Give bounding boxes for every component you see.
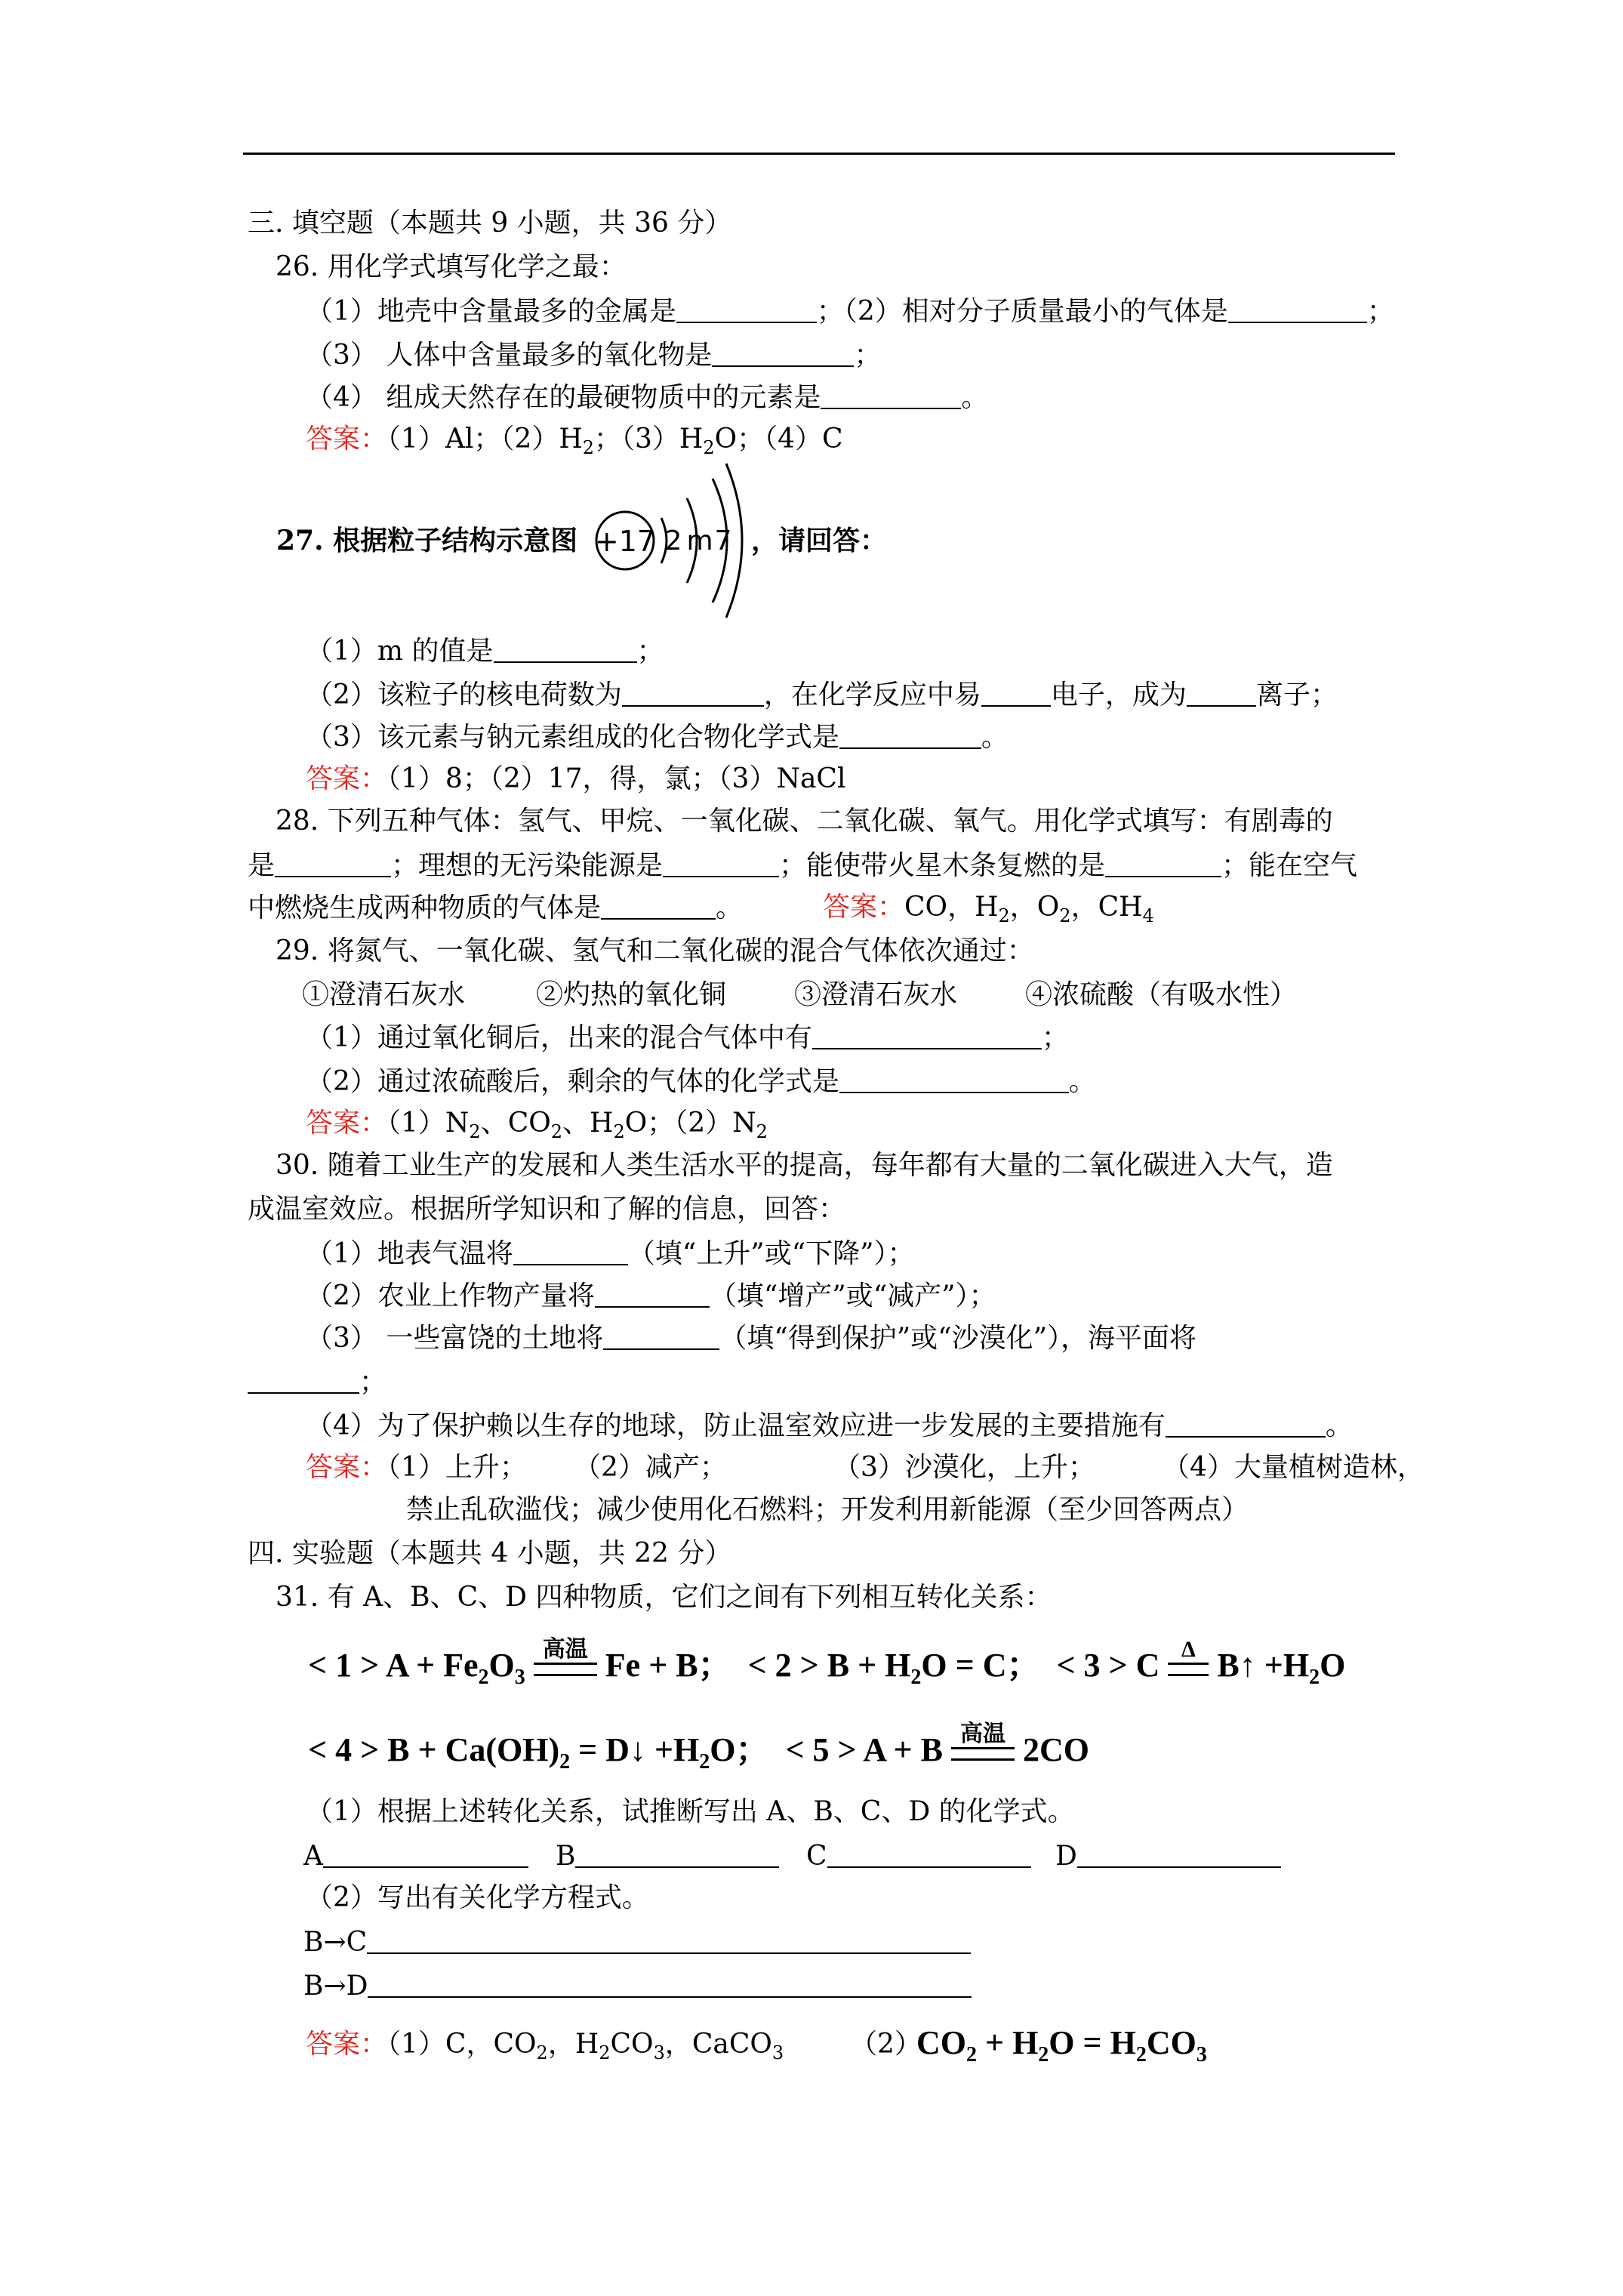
q28-line2: 是 ；理想的无污染能源是 ；能使带火星木条复燃的是 ；能在空气 — [248, 847, 1357, 884]
q31-answer-part2: （2） — [850, 2029, 922, 2060]
q31-answer-line-d: D — [1055, 1838, 1281, 1875]
blank[interactable] — [1166, 1407, 1326, 1438]
particle-structure-diagram — [587, 459, 749, 624]
q26-answer: 答案：（1）Al；$(2)H_2$；$(3)H_2O$；（4）C — [306, 424, 843, 458]
q31-answer-equation: $CO_2 + H_2O = H_2CO_3$ — [916, 2024, 1207, 2066]
q26-line1: （1）地壳中含量最多的金属是 ；（2）相对分子质量最小的气体是 ； — [306, 293, 1394, 330]
blank[interactable] — [275, 847, 391, 877]
blank[interactable] — [595, 1277, 710, 1308]
q29-step1: ①澄清石灰水 — [302, 979, 466, 1010]
q26-line4: （4） 组成天然存在的最硬物质中的元素是 。 — [306, 379, 988, 416]
q31-answer: 答案：（1）C，$CO_2$，$H_2CO_3$，CaCO$_3$ — [306, 2029, 784, 2063]
q29-step3: ③澄清石灰水 — [794, 979, 958, 1010]
q30-part3-cont: ； — [248, 1364, 387, 1401]
blank[interactable] — [676, 293, 817, 323]
blank[interactable] — [1105, 847, 1221, 877]
shell2-label: m — [686, 525, 713, 556]
q30-part3: （3） 一些富饶的土地将 （填“得到保护”或“沙漠化”），海平面将 — [306, 1320, 1196, 1357]
q31-answer-line-a: A — [303, 1838, 528, 1875]
blank[interactable] — [812, 1019, 1042, 1049]
q30-part4: （4）为了保护赖以生存的地球，防止温室效应进一步发展的主要措施有 。 — [306, 1407, 1353, 1444]
q29-line2: （2）通过浓硫酸后，剩余的气体的化学式是 。 — [306, 1063, 1096, 1100]
q31-equation-row2: < $4 > B + Ca(OH)_2$ = D↓ $+H_2O$； < 5 > A + B 高温 2CO — [308, 1721, 1089, 1774]
q31-answer-line-c: C — [806, 1838, 1031, 1875]
q27-answer: 答案：（1）8；（2）17，得，氯；（3）NaCl — [306, 763, 846, 794]
blank[interactable] — [663, 847, 779, 877]
blank[interactable] — [981, 676, 1051, 707]
blank[interactable] — [1187, 676, 1256, 707]
nucleus-label: +17 — [594, 525, 656, 558]
q27-line2: （2）该粒子的核电荷数为 ，在化学反应中易 电子，成为 离子； — [306, 676, 1338, 713]
blank[interactable] — [603, 1320, 719, 1350]
blank[interactable] — [367, 1924, 971, 1954]
blank[interactable] — [839, 1063, 1069, 1093]
blank[interactable] — [622, 676, 764, 707]
blank[interactable] — [494, 633, 637, 663]
blank[interactable] — [323, 1838, 528, 1868]
blank[interactable] — [1077, 1838, 1281, 1868]
q30-part2: （2）农业上作物产量将 （填“增产”或“减产”）； — [306, 1277, 996, 1314]
q30-part1: （1）地表气温将 （填“上升”或“下降”）； — [306, 1235, 915, 1272]
q31-equation-row1: < $1 > A + Fe_2O_3$ 高温 Fe + B； < $2 > B + H_2O = C$； < 3 > C Δ B↑ $+H_2O$ — [308, 1637, 1346, 1689]
blank[interactable] — [248, 1364, 359, 1394]
blank[interactable] — [712, 337, 854, 367]
q26-line3: （3） 人体中含量最多的氧化物是 ； — [306, 337, 881, 374]
q30-answer-4: （4）大量植树造林， — [1163, 1452, 1424, 1483]
q29-line1: （1）通过氧化铜后，出来的混合气体中有 ； — [306, 1019, 1069, 1056]
q30-answer-3: （3）沙漠化，上升； — [833, 1452, 1095, 1483]
q31-bc-line: B→C — [303, 1924, 971, 1961]
q29-step2: ②灼热的氧化铜 — [536, 979, 727, 1010]
q29-answer: 答案：$(1)N_2$、$CO_2$、$H_2O$；$(2)N_2$ — [306, 1108, 768, 1142]
blank[interactable] — [839, 719, 981, 749]
shell1-label: 2 — [664, 525, 682, 556]
blank[interactable] — [827, 1838, 1031, 1868]
q30-line1: 30. 随着工业生产的发展和人类生活水平的提高，每年都有大量的二氧化碳进入大气，造 — [276, 1150, 1333, 1181]
q30-answer-2: （2）减产； — [574, 1452, 727, 1483]
q28-answer: 答案：CO，$H_2$，$O_2$，$CH_4$ — [823, 892, 1154, 926]
q30-answer-5: 禁止乱砍滥伐；减少使用化石燃料；开发利用新能源（至少回答两点） — [406, 1494, 1249, 1525]
section3-title: 三. 填空题（本题共 9 小题，共 36 分） — [248, 208, 732, 239]
blank[interactable] — [575, 1838, 779, 1868]
blank[interactable] — [1228, 293, 1367, 323]
blank[interactable] — [821, 379, 961, 409]
q31-answer-line-b: B — [556, 1838, 779, 1875]
q28-line1: 28. 下列五种气体：氢气、甲烷、一氧化碳、二氧化碳、氧气。用化学式填写：有剧毒的 — [276, 806, 1333, 837]
q26-stem: 26. 用化学式填写化学之最： — [276, 251, 627, 282]
section4-title: 四. 实验题（本题共 4 小题，共 22 分） — [248, 1538, 732, 1569]
shell3-label: 7 — [714, 525, 732, 556]
q27-stem-end: ，请回答： — [751, 525, 888, 556]
blank[interactable] — [513, 1235, 628, 1265]
q30-answer: 答案：（1）上升； — [306, 1452, 527, 1483]
blank[interactable] — [601, 889, 716, 920]
q29-stem: 29. 将氮气、一氧化碳、氢气和二氧化碳的混合气体依次通过： — [276, 935, 1034, 966]
q27-stem: 27. 根据粒子结构示意图 — [276, 525, 578, 556]
q31-bd-line: B→D — [303, 1968, 972, 2005]
q31-stem: 31. 有 A、B、C、D 四种物质，它们之间有下列相互转化关系： — [276, 1582, 1052, 1613]
header-rule — [243, 153, 1395, 155]
q27-line1: （1）m 的值是 ； — [306, 633, 664, 670]
q27-line3: （3）该元素与钠元素组成的化合物化学式是 。 — [306, 719, 1009, 756]
q29-step4: ④浓硫酸（有吸水性） — [1025, 979, 1298, 1010]
q28-line3: 中燃烧生成两种物质的气体是 。 — [248, 889, 743, 926]
q31-part2: （2）写出有关化学方程式。 — [306, 1882, 649, 1913]
blank[interactable] — [368, 1968, 972, 1998]
q30-line2: 成温室效应。根据所学知识和了解的信息，回答： — [248, 1194, 846, 1225]
q31-part1: （1）根据上述转化关系，试推断写出 A、B、C、D 的化学式。 — [306, 1796, 1075, 1827]
